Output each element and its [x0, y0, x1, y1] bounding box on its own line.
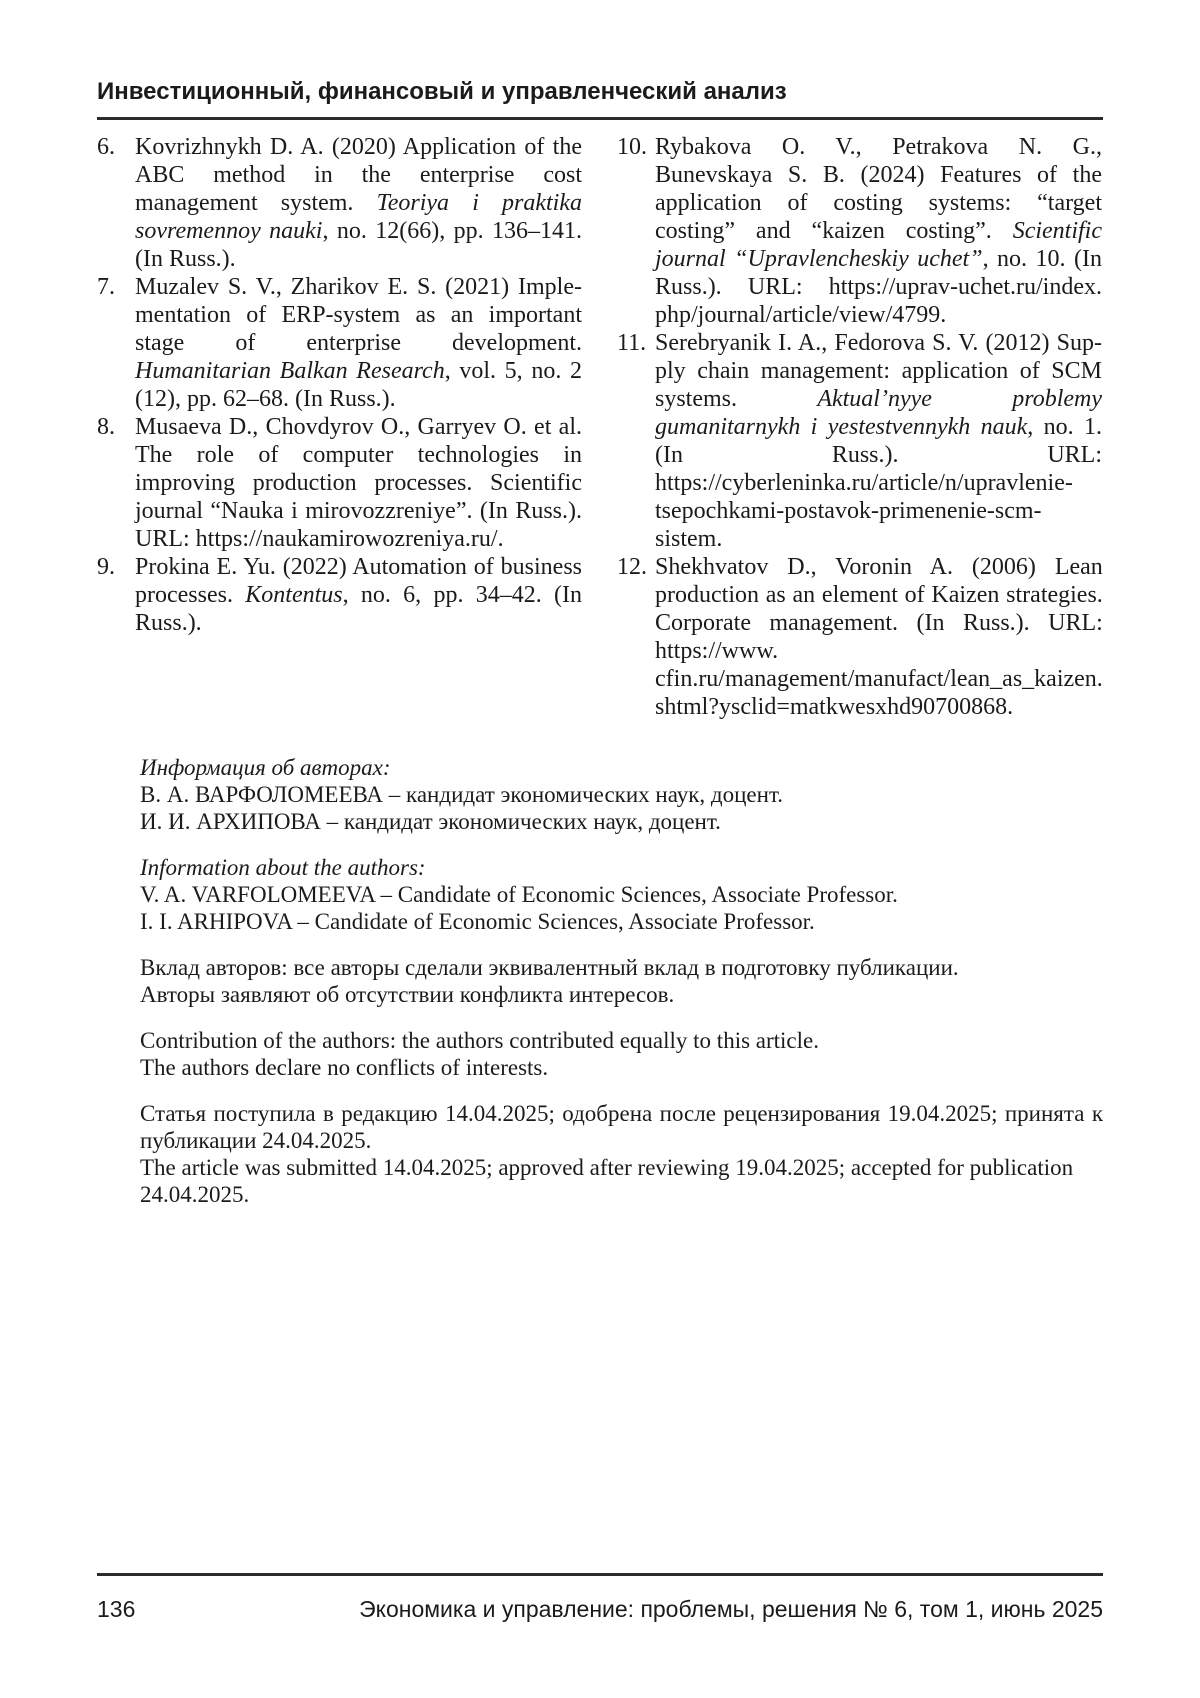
- reference-item: [617, 553, 1102, 721]
- reference-text-segment: Serebryanik I. A., Fedorova S. V. (2012) Supply chain management: application of SCM systems.: [655, 330, 1102, 412]
- references-column-right: [617, 133, 1102, 721]
- authors-info-en-heading: Information about the authors:: [140, 855, 426, 880]
- section-heading: Инвестиционный, финансовый и управленческий анализ: [97, 78, 787, 105]
- contribution-ru-line-1: Вклад авторов: все авторы сделали эквивалентный вклад в подготовку публикации.: [140, 955, 959, 980]
- reference-text: [655, 553, 1103, 721]
- references-section: [97, 133, 1103, 721]
- reference-text-segment: Rybakova O. V., Petrakova N. G., Bunevskaya S. B. (2024) Features of the application of costing systems: “target costing” and “kaizen costing”.: [655, 134, 1102, 244]
- article-dates: [140, 1100, 1103, 1208]
- reference-number: 10.: [617, 134, 647, 160]
- page-footer: [97, 1573, 1103, 1622]
- reference-item: [97, 553, 582, 637]
- contribution-en: [140, 1027, 1103, 1081]
- author-en-line-1: V. A. VARFOLOMEEVA – Candidate of Economic Sciences, Associate Professor.: [140, 882, 898, 907]
- reference-source-title: Teoriya i praktika sovremennoy nauki: [135, 190, 583, 244]
- back-matter: [140, 754, 1103, 1208]
- reference-number: 7.: [97, 274, 115, 300]
- reference-item: [617, 133, 1102, 329]
- reference-item: [97, 133, 582, 273]
- reference-text: [135, 133, 582, 273]
- reference-number: 12.: [617, 554, 647, 580]
- references-column-left: [97, 133, 582, 721]
- reference-text-segment: Kovrizhnykh D. A. (2020) Application of the ABC method in the enterprise cost management system.: [135, 134, 582, 216]
- reference-text-segment: Shekhvatov D., Voronin A. (2006) Lean production as an element of Kaizen strategies. Corporate management. (In Russ.). URL: https://www.​cfin.ru/management/manufact/lean_as_kaizen.​shtml?ysclid=matkwesxhd90700868.: [655, 554, 1103, 720]
- reference-text-segment: , no. 10. (In Russ.). URL: https://uprav-uchet.ru/index.​php/journal/article/view/4799.: [655, 246, 1103, 328]
- reference-text: [135, 273, 582, 413]
- reference-source-title: Humanitarian Balkan Research: [135, 358, 445, 384]
- reference-text: [135, 553, 582, 637]
- reference-text-segment: , no. 12(66), pp. 136–141. (In Russ.).: [135, 218, 582, 272]
- reference-item: [97, 273, 582, 413]
- reference-text: [655, 133, 1102, 329]
- contribution-ru-line-2: Авторы заявляют об отсутствии конфликта интересов.: [140, 982, 675, 1007]
- contribution-ru: [140, 954, 1103, 1008]
- reference-text-segment: , no. 1. (In Russ.). URL: https://cyberleninka.ru/article/n/upravlenie-tsepochkami-postavok-primenenie-scm-sistem.: [655, 414, 1103, 552]
- journal-footer-title: Экономика и управление: проблемы, решения № 6, том 1, июнь 2025: [359, 1596, 1103, 1622]
- reference-text-segment: Prokina E. Yu. (2022) Automation of business processes.: [135, 554, 582, 608]
- reference-number: 11.: [617, 330, 647, 356]
- article-dates-ru: Статья поступила в редакцию 14.04.2025; одобрена после рецензирования 19.04.2025; принята к публикации 24.04.2025.: [140, 1101, 1103, 1153]
- reference-source-title: Kontentus: [245, 582, 343, 608]
- authors-info-ru: [140, 754, 1103, 835]
- reference-number: 6.: [97, 134, 115, 160]
- page-number: 136: [97, 1596, 136, 1622]
- header-rule: [97, 117, 1103, 120]
- author-ru-line-2: И. И. АРХИПОВА – кандидат экономических наук, доцент.: [140, 809, 721, 834]
- reference-text-segment: Muzalev S. V., Zharikov E. S. (2021) Implementation of ERP-system as an important stage of enterprise development.: [135, 274, 582, 356]
- reference-item: [97, 413, 582, 553]
- article-dates-en: The article was submitted 14.04.2025; approved after reviewing 19.04.2025; accepted for publication 24.04.2025.: [140, 1155, 1074, 1207]
- reference-text-segment: Musaeva D., Chovdyrov O., Garryev O. et al. The role of computer technologies in improving production processes. Scientific journal “Nauka i mirovozzreniye”. (In Russ.). URL: https://naukamirowozreniya.ru/.: [135, 414, 582, 552]
- contribution-en-line-2: The authors declare no conflicts of interests.: [140, 1055, 549, 1080]
- contribution-en-line-1: Contribution of the authors: the authors contributed equally to this article.: [140, 1028, 819, 1053]
- reference-text: [135, 413, 582, 553]
- footer-rule: [97, 1573, 1103, 1576]
- authors-info-ru-heading: Информация об авторах:: [140, 755, 391, 780]
- reference-number: 8.: [97, 414, 115, 440]
- reference-text-segment: , no. 6, pp. 34–42. (In Russ.).: [135, 582, 583, 636]
- reference-source-title: Aktual’nyye problemy gumanitarnykh i yestestvennykh nauk: [655, 386, 1102, 440]
- footer-row: [97, 1596, 1103, 1622]
- reference-number: 9.: [97, 554, 115, 580]
- reference-item: [617, 329, 1102, 553]
- running-head: [97, 0, 1103, 120]
- reference-text-segment: , vol. 5, no. 2 (12), pp. 62–68. (In Russ.).: [135, 358, 582, 412]
- author-en-line-2: I. I. ARHIPOVA – Candidate of Economic Sciences, Associate Professor.: [140, 909, 815, 934]
- authors-info-en: [140, 854, 1103, 935]
- reference-source-title: Scientific journal “Upravlencheskiy uchet”: [655, 218, 1102, 272]
- author-ru-line-1: В. А. ВАРФОЛОМЕЕВА – кандидат экономических наук, доцент.: [140, 782, 784, 807]
- reference-text: [655, 329, 1102, 553]
